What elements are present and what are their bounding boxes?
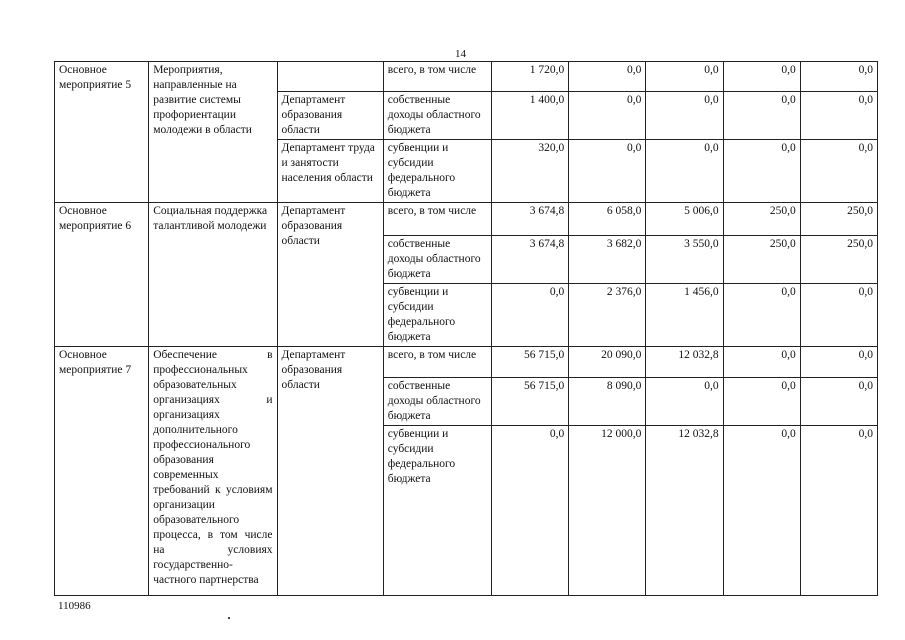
funding-source-cell: собственные доходы областного бюджета <box>383 92 491 140</box>
value-cell: 0,0 <box>646 92 723 140</box>
page-number: 14 <box>455 48 466 60</box>
value-cell: 6 058,0 <box>569 203 646 236</box>
value-cell: 0,0 <box>800 426 877 596</box>
value-cell: 250,0 <box>723 236 800 284</box>
funding-source-cell: всего, в том числе <box>383 62 491 92</box>
measure-cell: Основное мероприятие 7 <box>55 347 149 596</box>
table-row <box>55 62 878 92</box>
value-cell: 0,0 <box>492 426 569 596</box>
measure-name-cell: Мероприятия, направленные на развитие системы профориентации молодежи в области <box>149 62 277 203</box>
value-cell: 0,0 <box>723 378 800 426</box>
value-cell: 12 032,8 <box>646 426 723 596</box>
value-cell: 3 682,0 <box>569 236 646 284</box>
value-cell: 0,0 <box>723 92 800 140</box>
value-cell: 0,0 <box>800 140 877 203</box>
value-cell: 0,0 <box>569 140 646 203</box>
value-cell: 0,0 <box>800 92 877 140</box>
table-row <box>55 203 878 236</box>
value-cell: 5 006,0 <box>646 203 723 236</box>
value-cell: 0,0 <box>646 140 723 203</box>
value-cell: 12 000,0 <box>569 426 646 596</box>
value-cell: 12 032,8 <box>646 347 723 378</box>
value-cell: 20 090,0 <box>569 347 646 378</box>
value-cell: 3 674,8 <box>492 203 569 236</box>
funding-source-cell: всего, в том числе <box>383 347 491 378</box>
value-cell: 0,0 <box>800 378 877 426</box>
funding-source-cell: субвенции и субсидии федерального бюджета <box>383 284 491 347</box>
budget-table <box>54 61 878 596</box>
value-cell: 250,0 <box>723 203 800 236</box>
funding-source-cell: собственные доходы областного бюджета <box>383 236 491 284</box>
document-id: 110986 <box>58 600 91 612</box>
value-cell: 56 715,0 <box>492 347 569 378</box>
funding-source-cell: собственные доходы областного бюджета <box>383 378 491 426</box>
funding-source-cell: субвенции и субсидии федерального бюджета <box>383 426 491 596</box>
value-cell: 0,0 <box>800 347 877 378</box>
executor-cell: Департамент образования области <box>277 347 383 596</box>
value-cell: 320,0 <box>492 140 569 203</box>
measure-name-cell: Обеспечение в профессиональных образовательных организациях и организациях дополнительного профессионального образования современных требований к условиям организации образовательного процесса, в том числе на условиях государственно-частного партнерства <box>149 347 277 596</box>
value-cell: 1 720,0 <box>492 62 569 92</box>
value-cell: 56 715,0 <box>492 378 569 426</box>
value-cell: 0,0 <box>723 426 800 596</box>
value-cell: 2 376,0 <box>569 284 646 347</box>
scan-speck <box>228 617 230 619</box>
value-cell: 250,0 <box>800 236 877 284</box>
value-cell: 0,0 <box>723 347 800 378</box>
executor-cell: Департамент образования области <box>277 92 383 140</box>
value-cell: 0,0 <box>646 62 723 92</box>
value-cell: 0,0 <box>723 62 800 92</box>
executor-cell: Департамент труда и занятости населения области <box>277 140 383 203</box>
value-cell: 0,0 <box>723 140 800 203</box>
measure-cell: Основное мероприятие 6 <box>55 203 149 347</box>
value-cell: 1 400,0 <box>492 92 569 140</box>
executor-cell <box>277 62 383 92</box>
value-cell: 0,0 <box>723 284 800 347</box>
funding-source-cell: субвенции и субсидии федерального бюджета <box>383 140 491 203</box>
value-cell: 8 090,0 <box>569 378 646 426</box>
value-cell: 250,0 <box>800 203 877 236</box>
value-cell: 0,0 <box>569 62 646 92</box>
measure-cell: Основное мероприятие 5 <box>55 62 149 203</box>
value-cell: 0,0 <box>800 284 877 347</box>
executor-cell: Департамент образования области <box>277 203 383 347</box>
value-cell: 3 550,0 <box>646 236 723 284</box>
value-cell: 0,0 <box>569 92 646 140</box>
measure-name-cell: Социальная поддержка талантливой молодежи <box>149 203 277 347</box>
table-row <box>55 347 878 378</box>
value-cell: 3 674,8 <box>492 236 569 284</box>
value-cell: 0,0 <box>800 62 877 92</box>
value-cell: 0,0 <box>492 284 569 347</box>
value-cell: 1 456,0 <box>646 284 723 347</box>
value-cell: 0,0 <box>646 378 723 426</box>
funding-source-cell: всего, в том числе <box>383 203 491 236</box>
